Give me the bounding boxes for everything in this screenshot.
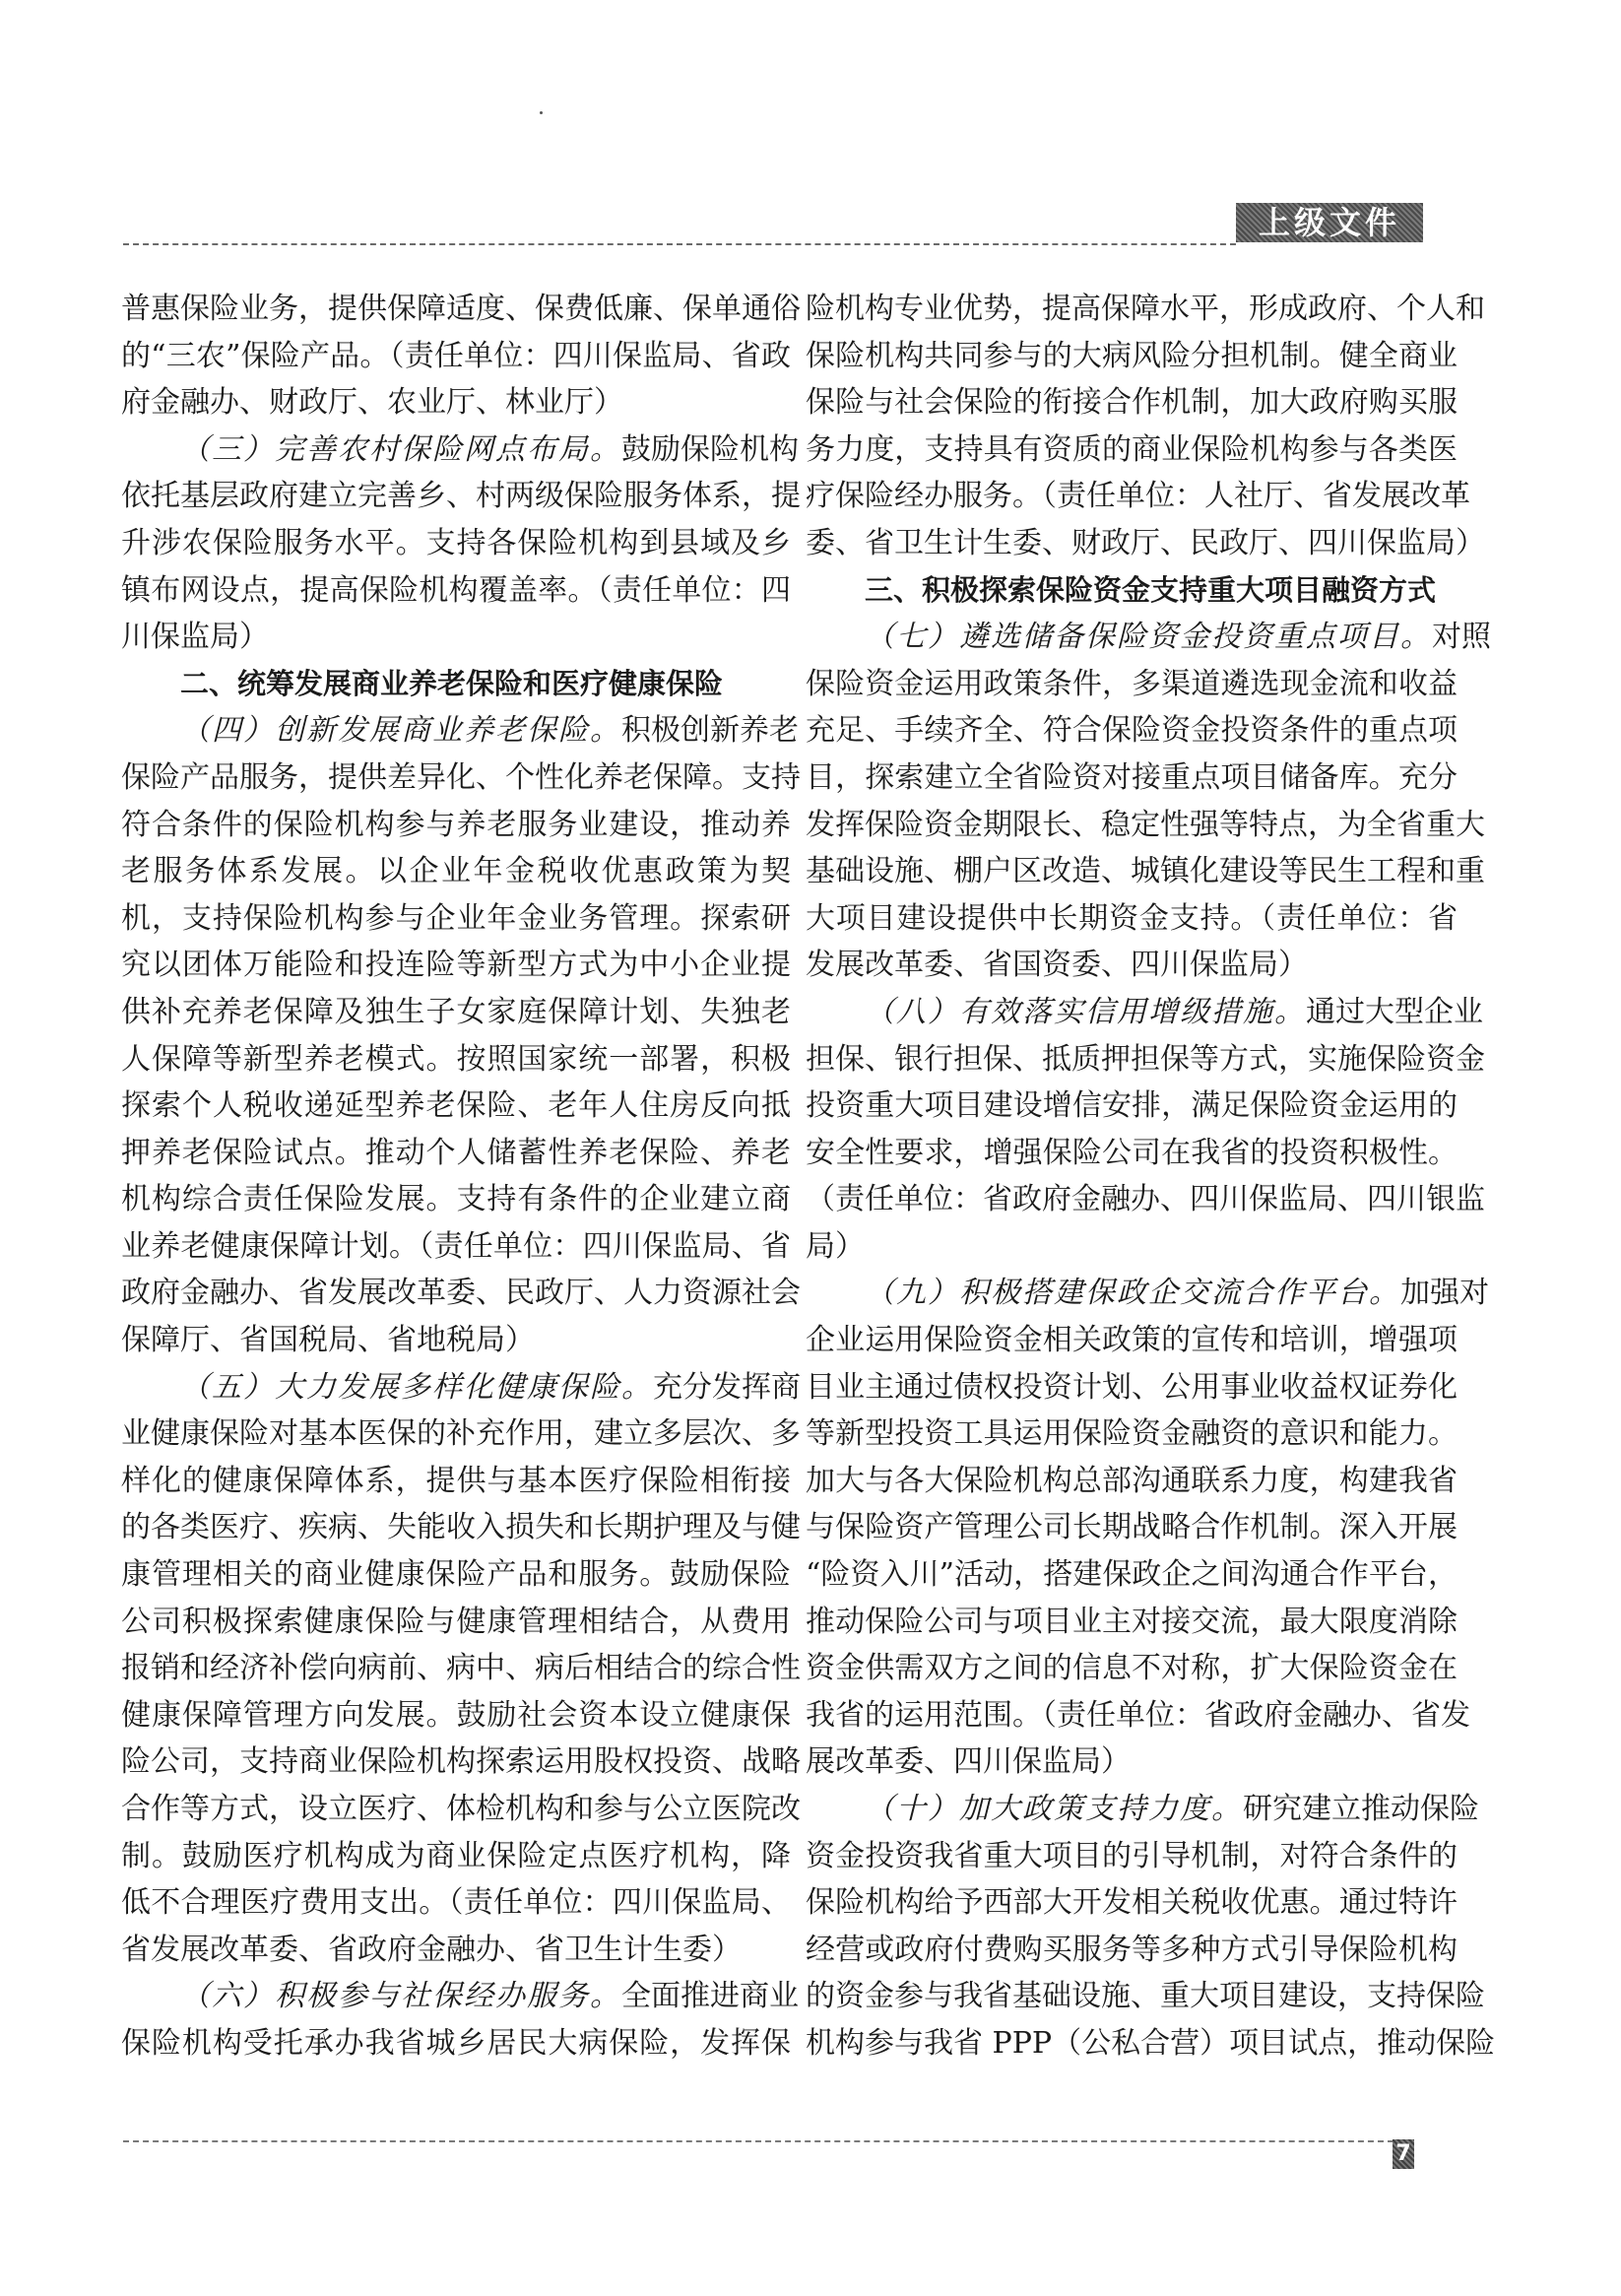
- section-heading: 二、统筹发展商业养老保险和医疗健康保险: [180, 666, 724, 700]
- subsection-title: （十）加大政策支持力度。: [865, 1792, 1243, 1826]
- section-badge: 上级文件: [1236, 203, 1423, 242]
- body-text: 加强对: [1400, 1276, 1489, 1311]
- text-line: 健康保障管理方向发展。鼓励社会资本设立健康保: [121, 1697, 791, 1733]
- text-line: 川保监局）: [121, 620, 269, 655]
- right-column: [806, 286, 1496, 2067]
- text-line: 的“三农”保险产品。（责任单位：四川保监局、省政: [121, 338, 791, 373]
- text-line: 目业主通过债权投资计划、公用事业收益权证券化: [806, 1369, 1458, 1405]
- text-line: 报销和经济补偿向病前、病中、病后相结合的综合性: [121, 1651, 801, 1686]
- text-line: 我省的运用范围。（责任单位：省政府金融办、省发: [806, 1697, 1470, 1733]
- text-line: 险公司，支持商业保险机构探索运用股权投资、战略: [121, 1744, 801, 1780]
- text-line: 发展改革委、省国资委、四川保监局）: [806, 948, 1308, 983]
- text-line: 委、省卫生计生委、财政厅、民政厅、四川保监局）: [806, 525, 1485, 560]
- text-line: 保险机构共同参与的大病风险分担机制。健全商业: [806, 338, 1458, 373]
- text-line: 康管理相关的商业健康保险产品和服务。鼓励保险: [121, 1557, 791, 1593]
- text-line: 镇布网设点，提高保险机构覆盖率。（责任单位：四: [121, 572, 791, 608]
- subsection-title: （五）大力发展多样化健康保险。: [180, 1369, 653, 1405]
- text-line: 担保、银行担保、抵质押担保等方式，实施保险资金: [806, 1041, 1485, 1077]
- text-line: 合作等方式，设立医疗、体检机构和参与公立医院改: [121, 1792, 801, 1826]
- text-line: 低不合理医疗费用支出。（责任单位：四川保监局、: [121, 1885, 791, 1921]
- text-line: 加大与各大保险机构总部沟通联系力度，构建我省: [806, 1463, 1458, 1498]
- subsection-line: [806, 614, 1491, 661]
- text-line: 保险产品服务，提供差异化、个性化养老保障。支持: [121, 759, 801, 795]
- subsection-line: [806, 989, 1483, 1036]
- body-text: 通过大型企业: [1306, 994, 1483, 1029]
- text-line: 推动保险公司与项目业主对接交流，最大限度消除: [806, 1604, 1458, 1639]
- text-line: 展改革委、四川保监局）: [806, 1744, 1131, 1780]
- text-line: 等新型投资工具运用保险资金融资的意识和能力。: [806, 1416, 1458, 1452]
- text-line: 探索个人税收递延型养老保险、老年人住房反向抵: [121, 1088, 791, 1124]
- text-line: 业养老健康保障计划。（责任单位：四川保监局、省: [121, 1228, 791, 1264]
- text-line: 企业运用保险资金相关政策的宣传和培训，增强项: [806, 1323, 1458, 1358]
- text-line: 基础设施、棚户区改造、城镇化建设等民生工程和重: [806, 854, 1485, 889]
- text-line: 供补充养老保障及独生子女家庭保障计划、失独老: [121, 994, 791, 1029]
- scan-speck: [540, 111, 543, 114]
- body-text: 充分发挥商: [653, 1369, 801, 1405]
- text-line: 保险机构给予西部大开发相关税收优惠。通过特许: [806, 1885, 1458, 1921]
- subsection-line: [121, 1364, 801, 1411]
- text-line: 的资金参与我省基础设施、重大项目建设，支持保险: [806, 1979, 1485, 2014]
- header-rule: [123, 243, 1236, 245]
- text-line: 投资重大项目建设增信安排，满足保险资金运用的: [806, 1088, 1458, 1124]
- text-line: 府金融办、财政厅、农业厅、林业厅）: [121, 385, 623, 421]
- text-line: 人保障等新型养老模式。按照国家统一部署，积极: [121, 1041, 791, 1077]
- text-line: 保险机构受托承办我省城乡居民大病保险，发挥保: [121, 2025, 791, 2061]
- text-line: 依托基层政府建立完善乡、村两级保险服务体系，提: [121, 479, 801, 514]
- text-line: 险机构专业优势，提高保障水平，形成政府、个人和: [806, 292, 1485, 326]
- body-text: 全面推进商业: [621, 1979, 799, 2014]
- left-column: [121, 286, 801, 2067]
- text-line: 押养老保险试点。推动个人储蓄性养老保险、养老: [121, 1135, 791, 1170]
- text-line: 业健康保险对基本医保的补充作用，建立多层次、多: [121, 1416, 801, 1452]
- footer-rule: [123, 2140, 1394, 2142]
- text-line: 老服务体系发展。以企业年金税收优惠政策为契: [121, 854, 791, 889]
- subsection-title: （七）遴选储备保险资金投资重点项目。: [865, 620, 1432, 655]
- subsection-line: [806, 1786, 1479, 1833]
- text-line: 疗保险经办服务。（责任单位：人社厅、省发展改革: [806, 479, 1470, 514]
- text-line: 普惠保险业务，提供保障适度、保费低廉、保单通俗: [121, 292, 801, 326]
- text-line: 机，支持保险机构参与企业年金业务管理。探索研: [121, 900, 791, 936]
- text-line: 政府金融办、省发展改革委、民政厅、人力资源社会: [121, 1276, 801, 1311]
- text-line: 资金投资我省重大项目的引导机制，对符合条件的: [806, 1838, 1458, 1873]
- text-line: 目，探索建立全省险资对接重点项目储备库。充分: [806, 759, 1458, 795]
- subsection-title: （四）创新发展商业养老保险。: [180, 713, 621, 749]
- text-line: 保险与社会保险的衔接合作机制，加大政府购买服: [806, 385, 1458, 421]
- text-line: 机构综合责任保险发展。支持有条件的企业建立商: [121, 1182, 791, 1217]
- subsection-title: （九）积极搭建保政企交流合作平台。: [865, 1276, 1400, 1311]
- text-line: 安全性要求，增强保险公司在我省的投资积极性。: [806, 1135, 1458, 1170]
- text-line: 机构参与我省 PPP（公私合营）项目试点，推动保险: [806, 2025, 1496, 2061]
- text-line: 资金供需双方之间的信息不对称，扩大保险资金在: [806, 1651, 1458, 1686]
- text-line: 务力度，支持具有资质的商业保险机构参与各类医: [806, 431, 1458, 467]
- subsection-line: [121, 1973, 799, 2020]
- section-heading: 三、积极探索保险资金支持重大项目融资方式: [865, 572, 1437, 607]
- body-text: 鼓励保险机构: [621, 431, 799, 467]
- text-line: 大项目建设提供中长期资金支持。（责任单位：省: [806, 900, 1458, 936]
- page-number: 7: [1393, 2139, 1414, 2169]
- text-line: 与保险资产管理公司长期战略合作机制。深入开展: [806, 1510, 1458, 1545]
- subsection-title: （三）完善农村保险网点布局。: [180, 431, 621, 467]
- text-line: 发挥保险资金期限长、稳定性强等特点，为全省重大: [806, 807, 1485, 842]
- text-line: 保障厅、省国税局、省地税局）: [121, 1323, 535, 1358]
- text-line: 究以团体万能险和投连险等新型方式为中小企业提: [121, 948, 791, 983]
- text-line: “险资入川”活动，搭建保政企之间沟通合作平台，: [806, 1557, 1458, 1593]
- text-line: 升涉农保险服务水平。支持各保险机构到县域及乡: [121, 525, 791, 560]
- body-text: 积极创新养老: [621, 713, 799, 749]
- subsection-title: （六）积极参与社保经办服务。: [180, 1979, 621, 2014]
- text-line: （责任单位：省政府金融办、四川保监局、四川银监: [806, 1182, 1485, 1217]
- text-line: 符合条件的保险机构参与养老服务业建设，推动养: [121, 807, 791, 842]
- text-line: 充足、手续齐全、符合保险资金投资条件的重点项: [806, 713, 1458, 749]
- subsection-line: [806, 1270, 1489, 1317]
- text-line: 样化的健康保障体系，提供与基本医疗保险相衔接: [121, 1463, 791, 1498]
- text-line: 局）: [806, 1228, 865, 1264]
- body-text: 研究建立推动保险: [1243, 1792, 1479, 1826]
- subsection-title: （八）有效落实信用增级措施。: [865, 994, 1306, 1029]
- text-line: 的各类医疗、疾病、失能收入损失和长期护理及与健: [121, 1510, 801, 1545]
- text-line: 制。鼓励医疗机构成为商业保险定点医疗机构，降: [121, 1838, 791, 1873]
- text-line: 省发展改革委、省政府金融办、省卫生计生委）: [121, 1932, 742, 1967]
- text-line: 保险资金运用政策条件，多渠道遴选现金流和收益: [806, 666, 1458, 701]
- body-text: 对照: [1432, 620, 1491, 655]
- subsection-line: [121, 707, 799, 754]
- subsection-line: [121, 426, 799, 474]
- text-line: 经营或政府付费购买服务等多种方式引导保险机构: [806, 1932, 1458, 1967]
- text-line: 公司积极探索健康保险与健康管理相结合，从费用: [121, 1604, 791, 1639]
